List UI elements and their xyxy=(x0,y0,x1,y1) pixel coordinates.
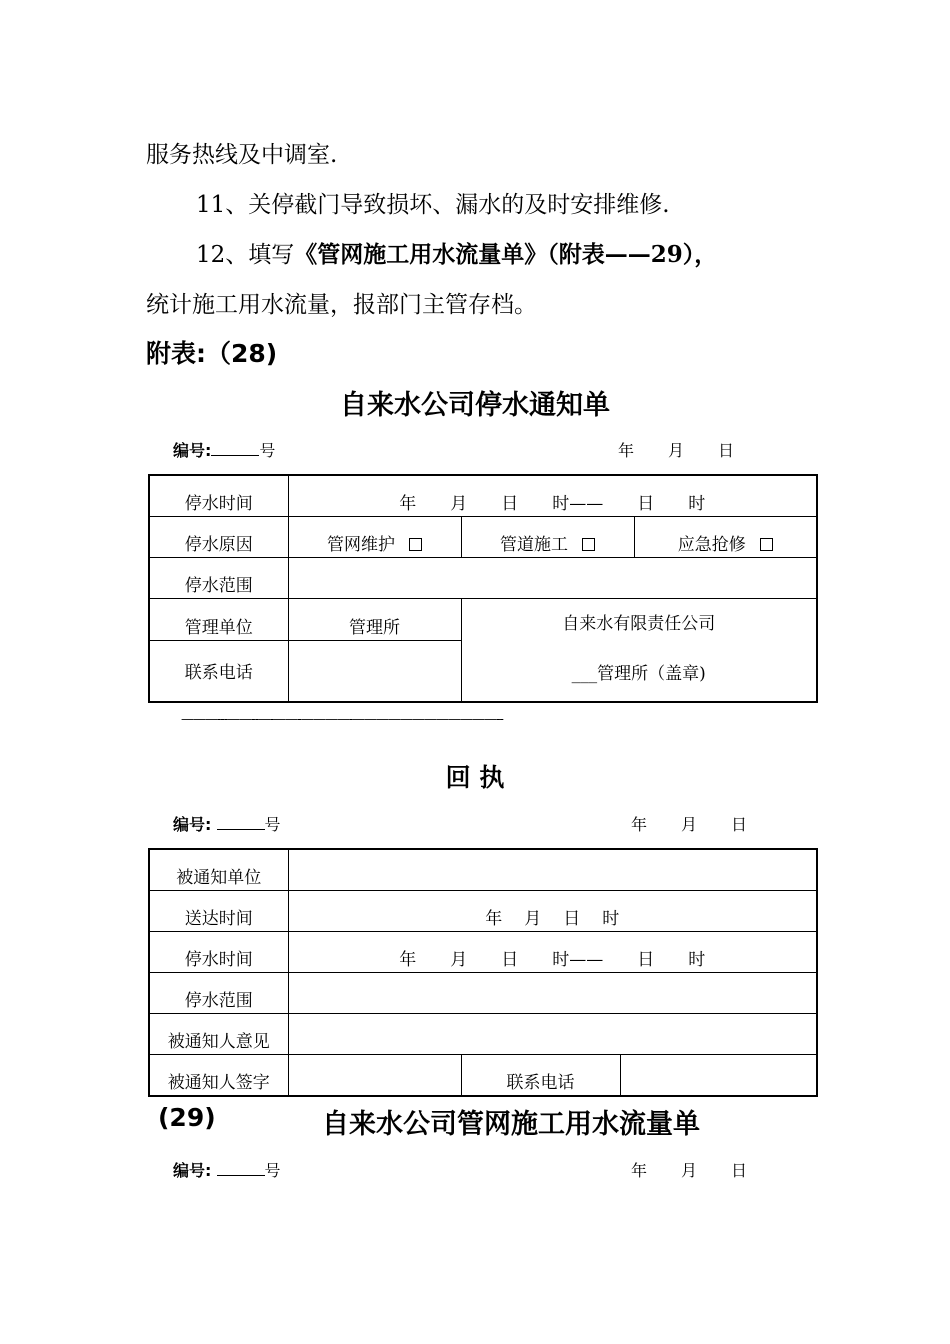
stop-time-field[interactable]: 年 月 日 时—— 日 时 xyxy=(288,932,817,973)
date-year: 年 xyxy=(618,441,635,460)
scope-field[interactable] xyxy=(288,558,817,599)
signature-label: 被通知人签字 xyxy=(149,1055,288,1097)
number-suffix: 号 xyxy=(264,815,281,834)
receipt-phone-label: 联系电话 xyxy=(461,1055,620,1097)
company-name: 自来水有限责任公司 xyxy=(562,614,716,634)
checkbox[interactable] xyxy=(582,538,595,551)
reason-option-construction[interactable]: 管道施工 xyxy=(461,517,634,558)
number-suffix: 号 xyxy=(259,441,276,460)
stop-time-label: 停水时间 xyxy=(149,475,288,517)
flow-form-number xyxy=(173,1158,281,1181)
opinion-label: 被通知人意见 xyxy=(149,1014,288,1055)
opinion-field[interactable] xyxy=(288,1014,817,1055)
number-blank[interactable] xyxy=(217,1161,265,1176)
receipt-table xyxy=(148,848,818,1097)
receipt-number xyxy=(173,812,281,835)
appendix-29-label: (29) xyxy=(158,1103,216,1132)
item-11: 11、关停截门导致损坏、漏水的及时安排维修. xyxy=(196,192,670,218)
notified-unit-label: 被通知单位 xyxy=(149,849,288,891)
flow-form-title: 自来水公司管网施工用水流量单 xyxy=(322,1109,700,1140)
number-label: 编号: xyxy=(173,441,212,460)
date-day: 日 xyxy=(731,815,748,834)
phone-label: 联系电话 xyxy=(149,641,288,702)
reason-label: 停水原因 xyxy=(149,517,288,558)
scope-field[interactable] xyxy=(288,973,817,1014)
number-label: 编号: xyxy=(173,1161,212,1180)
scope-label: 停水范围 xyxy=(149,973,288,1014)
number-blank[interactable] xyxy=(217,815,265,830)
delivery-time-field[interactable]: 年 月 日 时 xyxy=(288,891,817,932)
date-month: 月 xyxy=(668,441,685,460)
reason-option-emergency[interactable]: 应急抢修 xyxy=(634,517,817,558)
delivery-time-label: 送达时间 xyxy=(149,891,288,932)
item-12-prefix: 12、填写 xyxy=(196,242,295,268)
item-12 xyxy=(196,236,717,269)
reason-option-maintenance[interactable]: 管网维护 xyxy=(288,517,461,558)
flow-form-date xyxy=(631,1158,747,1181)
receipt-phone-field[interactable] xyxy=(620,1055,817,1097)
number-blank[interactable] xyxy=(211,441,259,456)
cut-line: ———---——--—-——-————-————————————-- xyxy=(181,712,503,727)
item-12-form-name: 《管网施工用水流量单》（附表——29）， xyxy=(294,241,718,268)
date-year: 年 xyxy=(631,1161,648,1180)
checkbox[interactable] xyxy=(760,538,773,551)
receipt-date xyxy=(631,812,747,835)
date-month: 月 xyxy=(681,815,698,834)
notified-unit-field[interactable] xyxy=(288,849,817,891)
notice-title: 自来水公司停水通知单 xyxy=(340,390,610,421)
scope-label: 停水范围 xyxy=(149,558,288,599)
stop-time-field[interactable]: 年 月 日 时—— 日 时 xyxy=(288,475,817,517)
appendix-28-label: 附表:（28) xyxy=(146,339,278,368)
number-suffix: 号 xyxy=(264,1161,281,1180)
receipt-title: 回 执 xyxy=(445,763,505,792)
seal-area xyxy=(461,599,817,703)
number-label: 编号: xyxy=(173,815,212,834)
date-year: 年 xyxy=(631,815,648,834)
checkbox[interactable] xyxy=(409,538,422,551)
notice-number xyxy=(173,438,275,461)
notice-date xyxy=(618,438,734,461)
item-12-continued: 统计施工用水流量，报部门主管存档。 xyxy=(146,292,537,318)
date-month: 月 xyxy=(681,1161,698,1180)
stop-time-label: 停水时间 xyxy=(149,932,288,973)
unit-label: 管理单位 xyxy=(149,599,288,641)
unit-value: 管理所 xyxy=(288,599,461,641)
date-day: 日 xyxy=(718,441,735,460)
seal-text: ___管理所（盖章) xyxy=(571,664,706,684)
signature-field[interactable] xyxy=(288,1055,461,1097)
date-day: 日 xyxy=(731,1161,748,1180)
paragraph-line: 服务热线及中调室. xyxy=(146,142,338,168)
notice-table xyxy=(148,474,818,703)
phone-field[interactable] xyxy=(288,641,461,702)
